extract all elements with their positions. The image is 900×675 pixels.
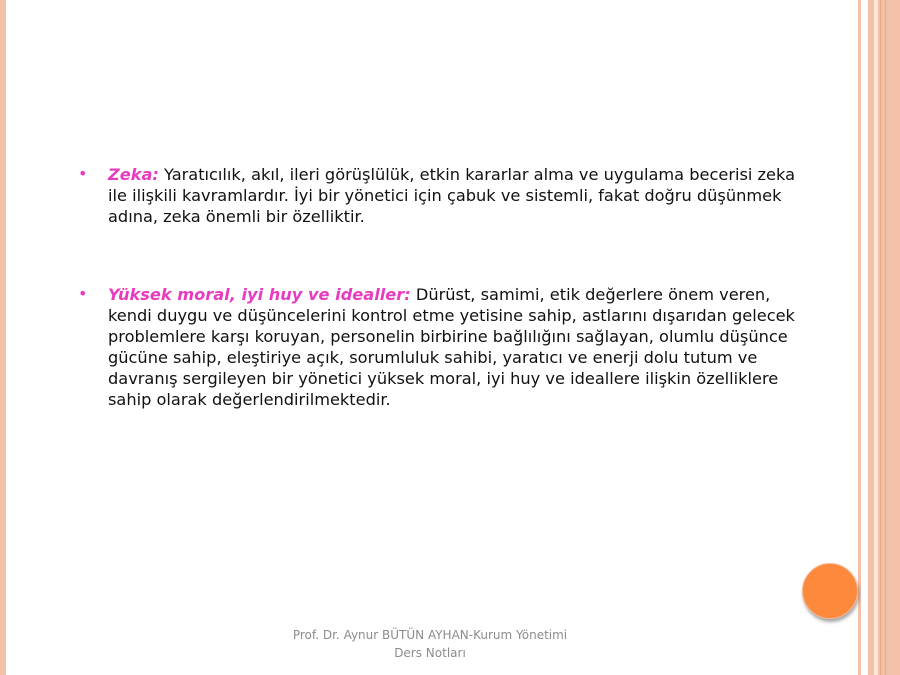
right-stripe-gap [861,0,868,675]
bullet-yuksek-moral [78,284,808,410]
slide-footer [255,626,605,662]
bullet-term: Yüksek moral, iyi huy ve idealler: [108,285,411,304]
bullet-marker: • [78,284,88,303]
left-decorative-stripe [0,0,6,675]
bullet-text: Dürüst, samimi, etik değerlere önem veren, kendi duygu ve düşüncelerini kontrol etme yetisine sahip, astlarını dışarıdan gelecek problemlere karşı koruyan, personelin birbirine bağlılığını sağlayan, olumlu düşünce gücüne sahip, eleştiriye açık, sorumluluk sahibi, yaratıcı ve enerji dolu tutum ve davranış sergileyen bir yönetici yüksek moral, iyi huy ve ideallere ilişkin özelliklere sahip olarak değerlendirilmektedir. [108,285,795,409]
bullet-zeka [78,164,808,227]
right-stripe-wide [878,0,900,675]
footer-line-1: Prof. Dr. Aynur BÜTÜN AYHAN-Kurum Yönetimi [292,628,568,642]
orange-circle-decoration [802,563,858,619]
slide-content [78,164,808,410]
footer-line-2: Ders Notları [394,646,466,660]
bullet-text: Yaratıcılık, akıl, ileri görüşlülük, etkin kararlar alma ve uygulama becerisi zeka ile ilişkili kavramlardır. İyi bir yönetici için çabuk ve sistemli, fakat doğru düşünmek adına, zeka önemli bir özelliktir. [108,165,796,226]
bullet-term: Zeka: [108,165,159,184]
bullet-marker: • [78,164,88,183]
right-decorative-band [858,0,900,675]
